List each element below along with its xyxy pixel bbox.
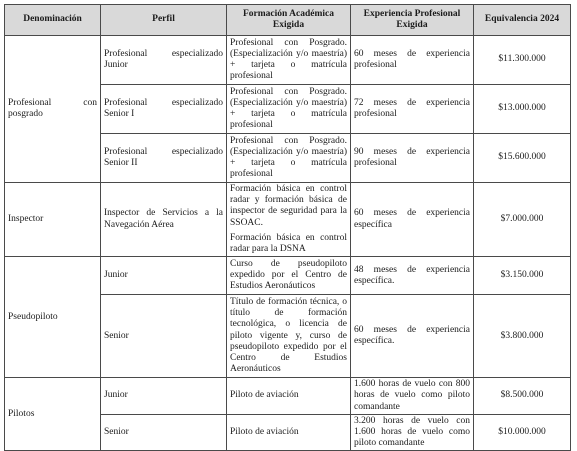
cell-equivalencia: $3.800.000	[474, 295, 571, 378]
cell-formacion: Piloto de aviación	[227, 378, 351, 415]
cell-equivalencia: $10.000.000	[474, 414, 571, 451]
cell-formacion: Título de formación técnica, o título de formación tecnológica, o licencia de piloto vigente y, curso de pseudopiloto expedido por el Centro de Estudios Aeronáuticos	[227, 295, 351, 378]
header-equivalencia: Equivalencia 2024	[474, 5, 571, 36]
cell-formacion: Profesional con Posgrado. (Especialización y/o maestría) + tarjeta o matrícula profesional	[227, 85, 351, 134]
header-formacion: Formación Académica Exigida	[227, 5, 351, 36]
cell-formacion: Profesional con Posgrado. (Especialización y/o maestría) + tarjeta o matrícula profesional	[227, 134, 351, 183]
cell-perfil: Senior	[101, 414, 227, 451]
cell-equivalencia: $11.300.000	[474, 36, 571, 85]
cell-experiencia: 90 meses de experiencia profesional	[351, 134, 474, 183]
table-row	[5, 378, 571, 415]
cell-equivalencia: $7.000.000	[474, 183, 571, 257]
header-row	[5, 5, 571, 36]
header-perfil: Perfil	[101, 5, 227, 36]
header-experiencia: Experiencia Profesional Exigida	[351, 5, 474, 36]
table-row	[5, 183, 571, 257]
cell-equivalencia: $13.000.000	[474, 85, 571, 134]
group-denominacion: Pseudopiloto	[5, 257, 101, 378]
cell-formacion: Piloto de aviación	[227, 414, 351, 451]
cell-perfil: Profesional especializado Senior I	[101, 85, 227, 134]
cell-perfil: Junior	[101, 257, 227, 295]
header-denominacion: Denominación	[5, 5, 101, 36]
cell-experiencia: 48 meses de experiencia específica.	[351, 257, 474, 295]
cell-formacion: Profesional con Posgrado. (Especialización y/o maestría) + tarjeta o matrícula profesional	[227, 36, 351, 85]
equivalence-table	[4, 4, 571, 451]
group-denominacion: Inspector	[5, 183, 101, 257]
table-row	[5, 36, 571, 85]
group-denominacion: Pilotos	[5, 378, 101, 451]
cell-experiencia: 1.600 horas de vuelo con 800 horas de vuelo como piloto comandante	[351, 378, 474, 415]
cell-experiencia: 60 meses de experiencia profesional	[351, 36, 474, 85]
cell-perfil: Profesional especializado Senior II	[101, 134, 227, 183]
cell-perfil: Inspector de Servicios a la Navegación Aérea	[101, 183, 227, 257]
group-denominacion: Profesional con posgrado	[5, 36, 101, 183]
cell-experiencia: 60 meses de experiencia específica	[351, 183, 474, 257]
cell-perfil: Profesional especializado Junior	[101, 36, 227, 85]
formacion-line-2: Formación básica en control radar para la DSNA	[230, 232, 347, 255]
cell-equivalencia: $8.500.000	[474, 378, 571, 415]
cell-experiencia: 60 meses de experiencia específica.	[351, 295, 474, 378]
cell-perfil: Senior	[101, 295, 227, 378]
cell-perfil: Junior	[101, 378, 227, 415]
cell-experiencia: 3.200 horas de vuelo con 1.600 horas de vuelo como piloto comandante	[351, 414, 474, 451]
cell-equivalencia: $3.150.000	[474, 257, 571, 295]
cell-formacion	[227, 183, 351, 257]
cell-formacion: Curso de pseudopiloto expedido por el Centro de Estudios Aeronáuticos	[227, 257, 351, 295]
formacion-line-1: Formación básica en control radar y formación básica de inspector de seguridad para la SSOAC.	[230, 184, 347, 228]
table-row	[5, 257, 571, 295]
cell-equivalencia: $15.600.000	[474, 134, 571, 183]
document-page	[4, 4, 571, 451]
cell-experiencia: 72 meses de experiencia profesional	[351, 85, 474, 134]
